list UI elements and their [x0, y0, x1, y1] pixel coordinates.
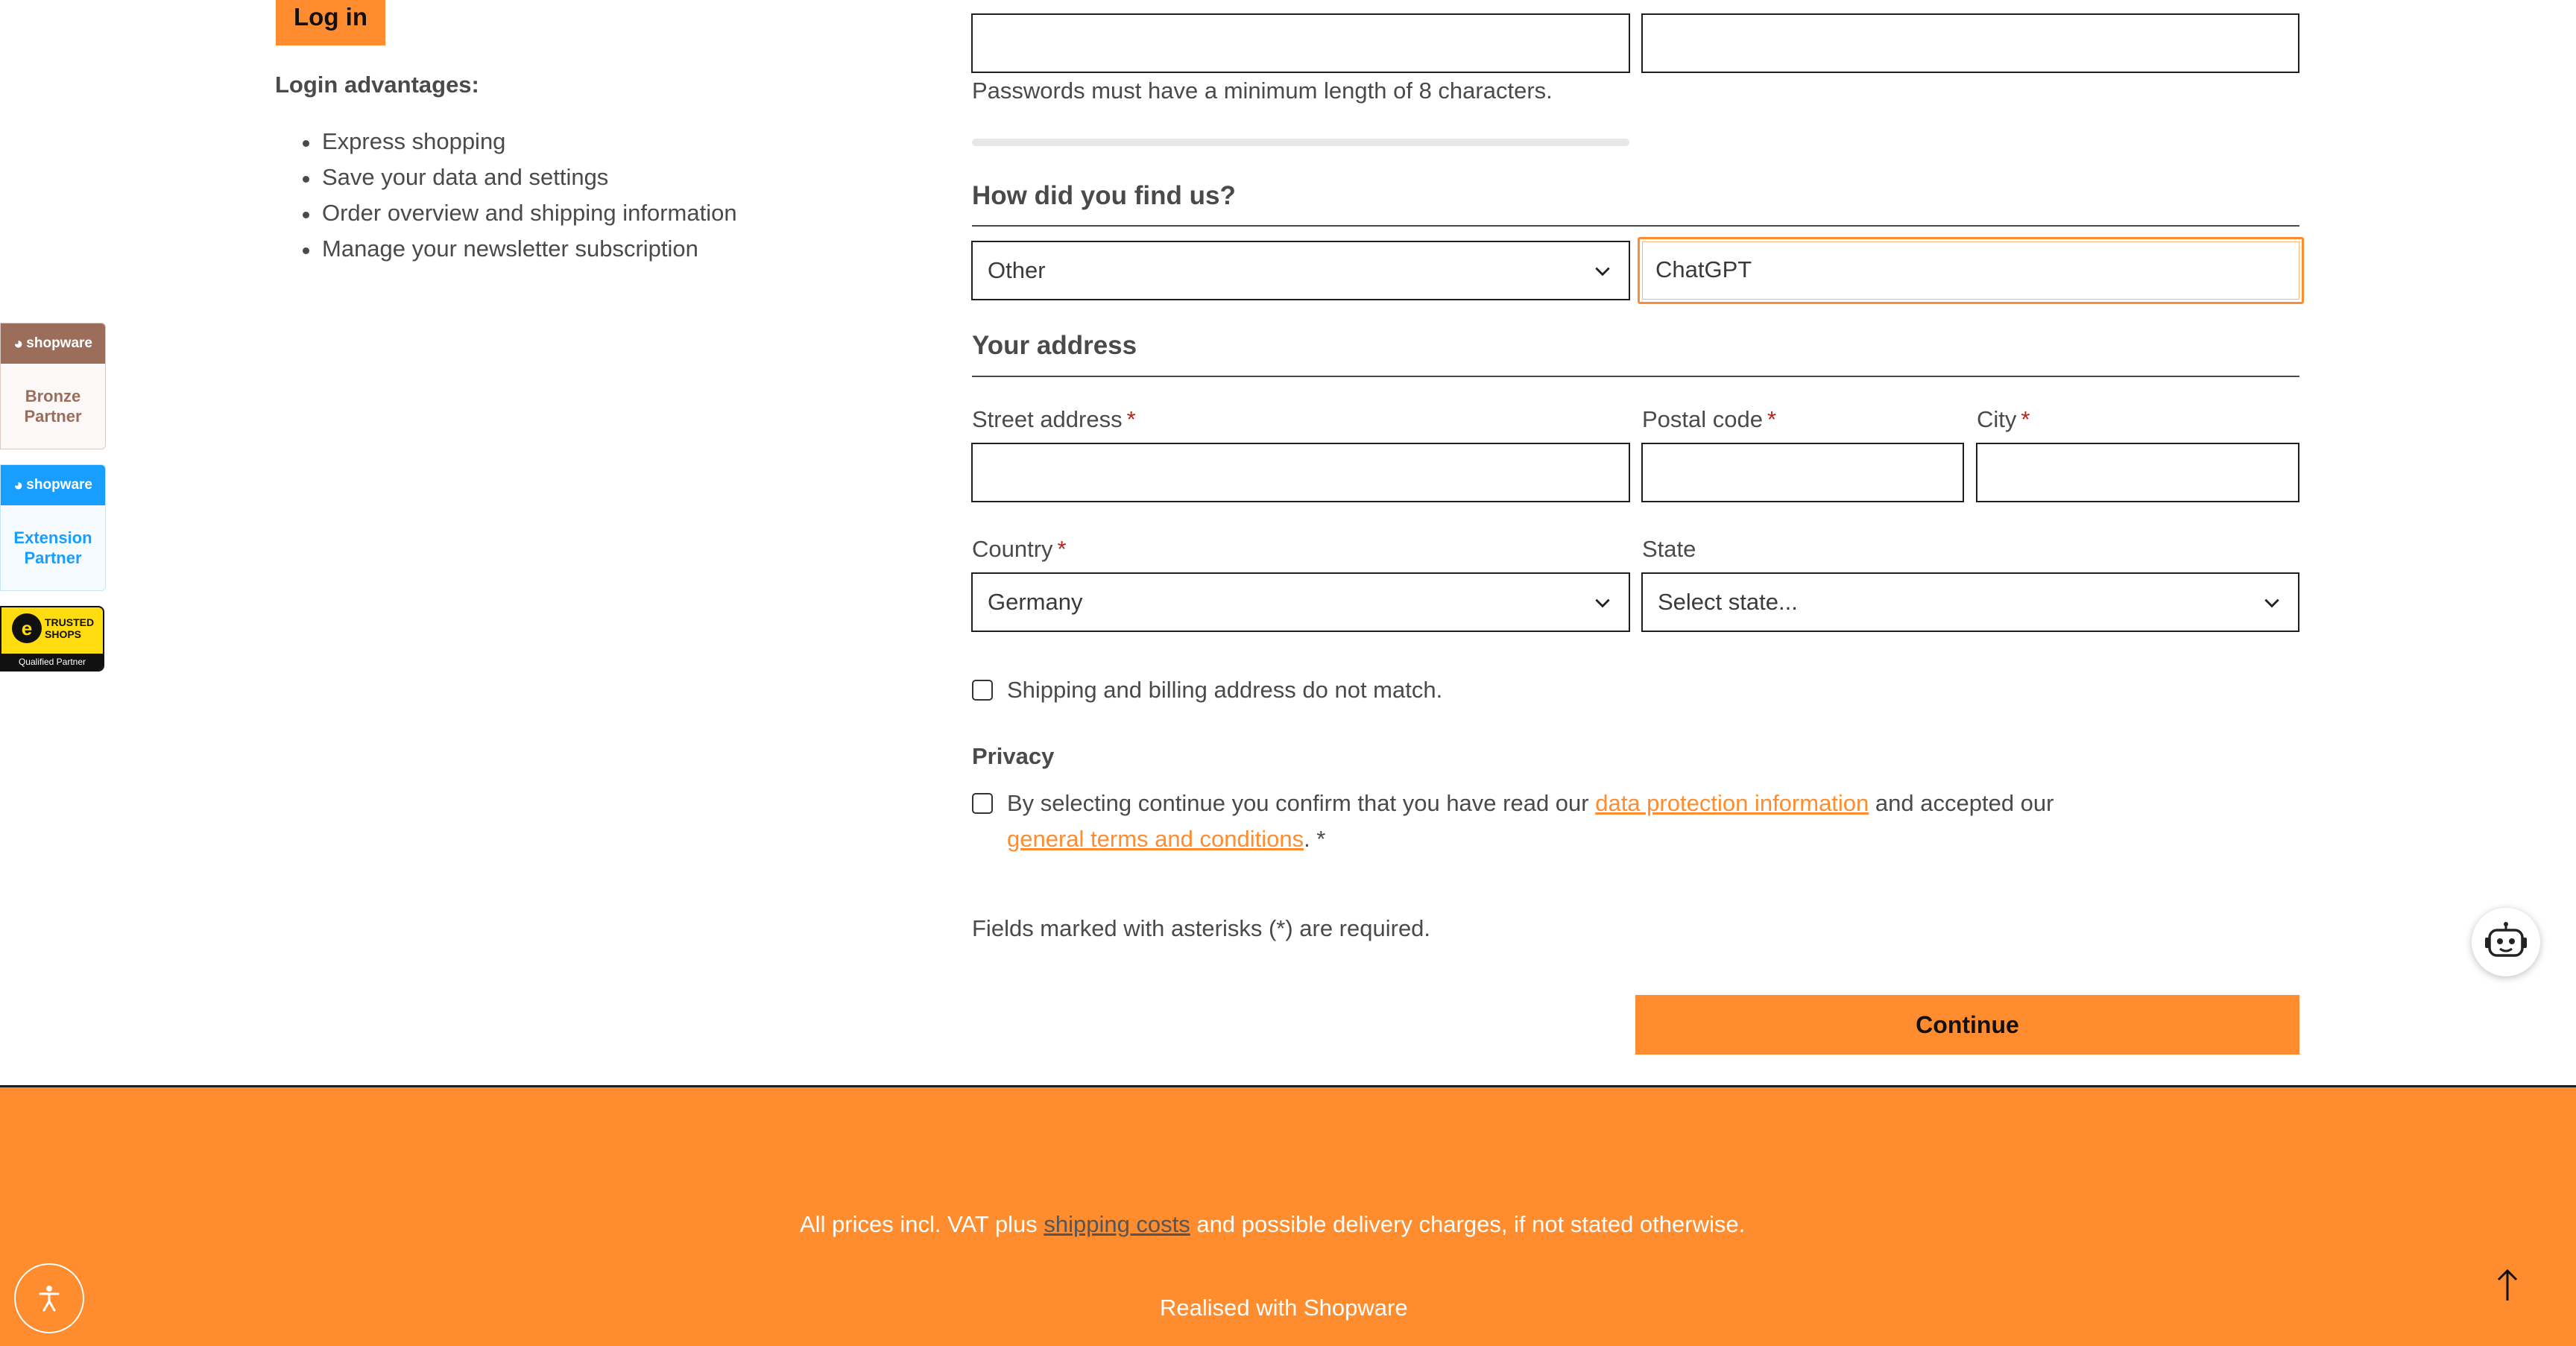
login-button[interactable]: Log in — [276, 0, 385, 45]
vat-notice — [800, 1211, 1745, 1238]
login-advantages-title: Login advantages: — [275, 72, 479, 98]
city-input[interactable] — [1976, 443, 2299, 502]
arrow-up-icon — [2491, 1266, 2524, 1304]
privacy-text: and accepted our — [1869, 790, 2054, 816]
badge-brand: shopware — [26, 477, 92, 493]
postal-code-input[interactable] — [1641, 443, 1964, 502]
password-hint: Passwords must have a minimum length of 8 characters. — [972, 78, 1553, 104]
divider — [972, 225, 2299, 227]
badge-brand: TRUSTED SHOPS — [45, 616, 95, 640]
badge-caption: Qualified Partner — [1, 654, 103, 670]
shipping-mismatch-checkbox[interactable] — [972, 680, 993, 701]
realised-with-shopware: Realised with Shopware — [1160, 1295, 1408, 1321]
continue-button[interactable]: Continue — [1635, 995, 2299, 1055]
street-label: Street address * — [972, 406, 1136, 432]
state-label: State — [1642, 536, 1696, 562]
privacy-heading: Privacy — [972, 743, 1055, 769]
find-us-other-input[interactable] — [1638, 237, 2304, 304]
shipping-costs-link[interactable]: shipping costs — [1044, 1211, 1190, 1237]
password-field[interactable] — [971, 13, 1630, 73]
privacy-text: By selecting continue you confirm that you have read our — [1007, 790, 1596, 816]
badge-brand: shopware — [26, 335, 92, 351]
privacy-checkbox[interactable] — [972, 793, 993, 814]
list-item: Express shopping — [322, 128, 506, 154]
state-select[interactable] — [1641, 572, 2299, 632]
shopware-logo-icon: ◕ — [13, 334, 24, 353]
address-heading: Your address — [972, 331, 1137, 360]
password-confirm-field[interactable] — [1641, 13, 2299, 73]
chevron-down-icon — [2262, 593, 2282, 613]
badge-line2: Partner — [24, 549, 82, 567]
badge-line1: Bronze — [25, 387, 81, 405]
list-item: Order overview and shipping information — [322, 200, 737, 226]
trusted-shops-badge[interactable] — [0, 606, 104, 672]
shopware-bronze-partner-badge[interactable] — [0, 323, 106, 449]
postal-label: Postal code * — [1642, 406, 1777, 432]
find-us-select-value: Other — [988, 257, 1046, 283]
chevron-down-icon — [1593, 262, 1612, 281]
vat-text: and possible delivery charges, if not stated otherwise. — [1190, 1211, 1746, 1237]
shipping-mismatch-label[interactable]: Shipping and billing address do not match. — [1007, 677, 1443, 703]
accessibility-icon — [34, 1283, 64, 1313]
find-us-select[interactable] — [971, 241, 1630, 300]
back-to-top-button[interactable] — [2491, 1266, 2524, 1304]
terms-link[interactable]: general terms and conditions — [1007, 826, 1304, 852]
password-strength-bar — [972, 139, 1629, 146]
country-select-value: Germany — [988, 589, 1083, 615]
accessibility-button[interactable] — [14, 1263, 84, 1333]
list-item: Save your data and settings — [322, 164, 609, 190]
country-label: Country * — [972, 536, 1067, 562]
robot-icon — [2484, 921, 2528, 963]
state-select-placeholder: Select state... — [1658, 589, 1798, 615]
badge-line2: Partner — [24, 407, 82, 426]
shopware-extension-partner-badge[interactable] — [0, 464, 106, 591]
divider — [972, 376, 2299, 377]
street-input[interactable] — [971, 443, 1630, 502]
list-item: Manage your newsletter subscription — [322, 236, 698, 262]
trusted-shops-logo-icon: e — [12, 613, 42, 643]
shopware-logo-icon: ◕ — [13, 475, 24, 494]
vat-text: All prices incl. VAT plus — [800, 1211, 1044, 1237]
privacy-text-line1 — [1007, 790, 2053, 817]
chevron-down-icon — [1593, 593, 1612, 613]
chatbot-button[interactable] — [2472, 908, 2540, 976]
country-select[interactable] — [971, 572, 1630, 632]
data-protection-link[interactable]: data protection information — [1595, 790, 1869, 816]
city-label: City * — [1977, 406, 2030, 432]
privacy-text: . * — [1304, 826, 1326, 852]
find-us-heading: How did you find us? — [972, 181, 1236, 210]
footer — [0, 1085, 2576, 1346]
find-us-other-value: ChatGPT — [1655, 256, 1752, 282]
privacy-text-line2 — [1007, 826, 1325, 853]
badge-line1: Extension — [13, 528, 92, 547]
required-fields-note: Fields marked with asterisks (*) are required. — [972, 915, 1431, 941]
